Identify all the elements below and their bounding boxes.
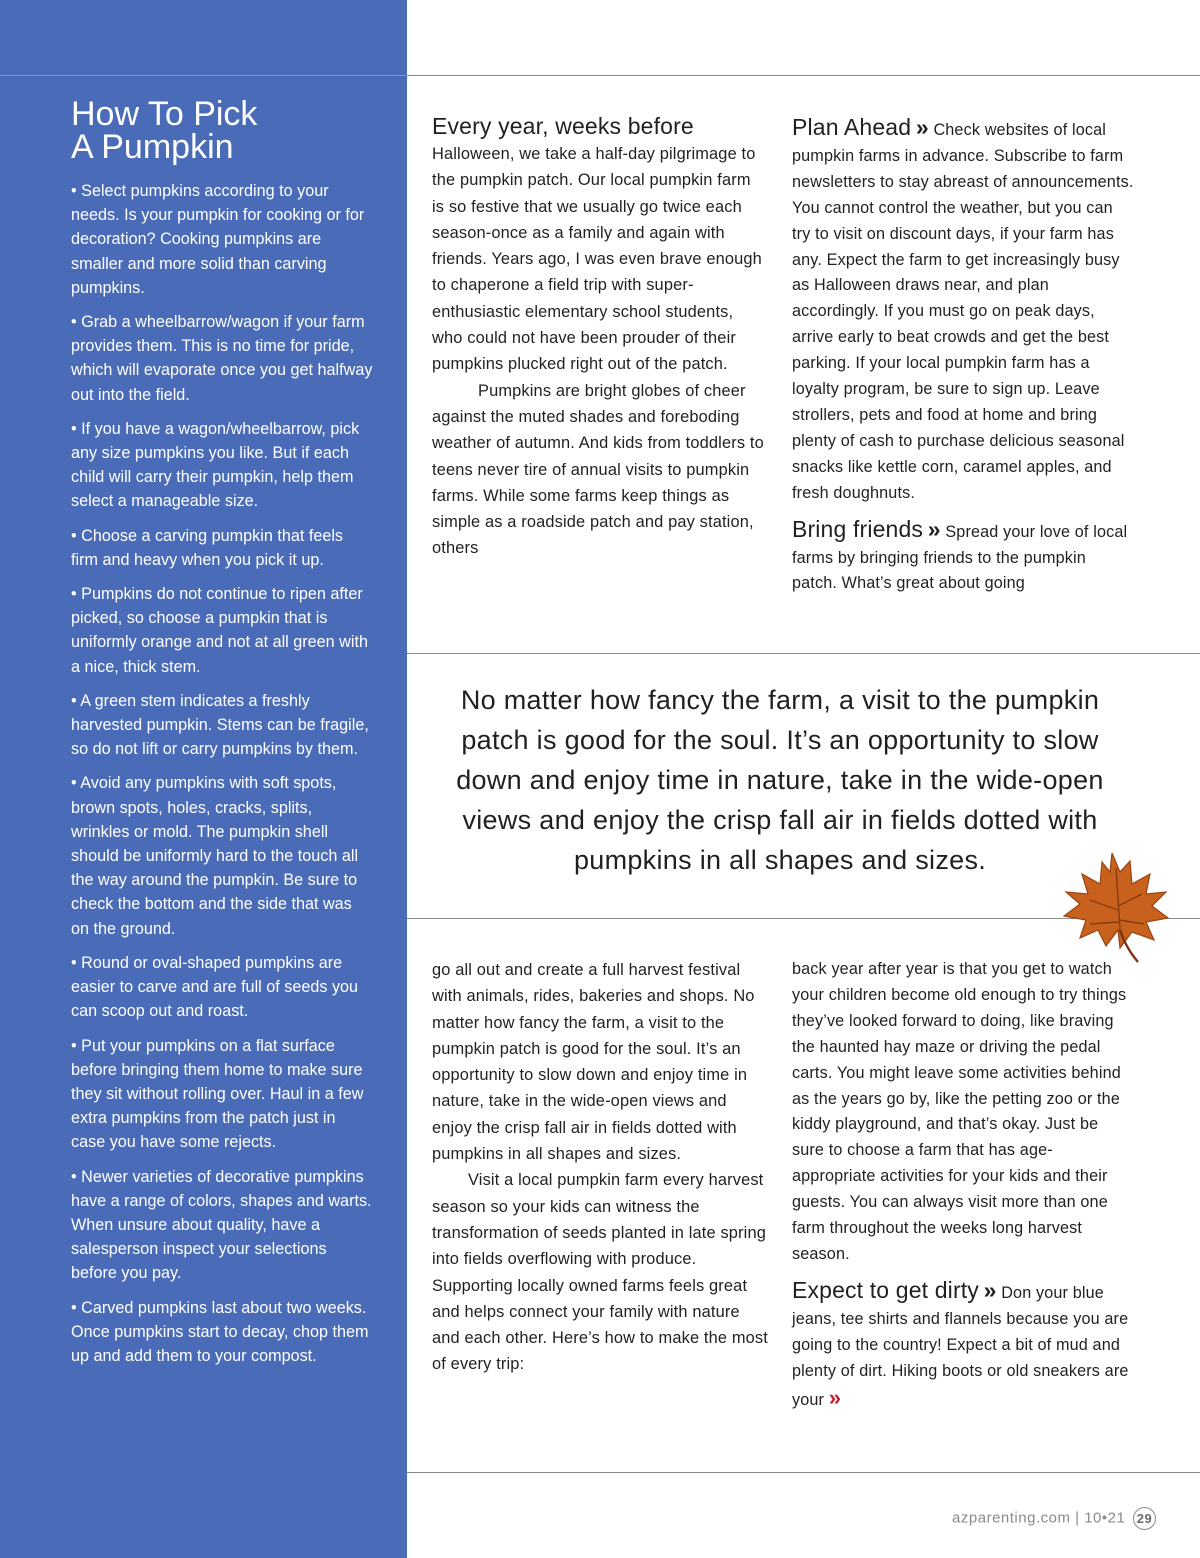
top-divider	[407, 75, 1200, 76]
section-arrow: »	[927, 515, 941, 542]
bring-friends-section	[792, 515, 1134, 598]
article-column-bottom-right	[792, 957, 1132, 1413]
plan-ahead-heading: Plan Ahead	[792, 114, 912, 140]
page-number-badge: 29	[1133, 1507, 1156, 1530]
maple-leaf-icon	[1060, 848, 1172, 966]
sidebar-panel	[0, 0, 407, 1558]
page-footer	[952, 1507, 1156, 1530]
tip-item: • Round or oval-shaped pumpkins are easier to carve and are full of seeds you can scoop out and roast.	[71, 953, 359, 1021]
sidebar-divider	[0, 75, 407, 76]
tip-item: • A green stem indicates a freshly harvested pumpkin. Stems can be fragile, so do not lift or carry pumpkins by them.	[71, 691, 369, 759]
footer-separator: |	[1075, 1509, 1080, 1527]
tip-item: • Select pumpkins according to your needs. Is your pumpkin for cooking or for decoration? Cooking pumpkins are smaller and more solid than carving pumpkins.	[71, 182, 365, 297]
expect-dirty-heading: Expect to get dirty	[792, 1276, 979, 1303]
tip-item: • Carved pumpkins last about two weeks. Once pumpkins start to decay, chop them up and add them to your compost.	[71, 1298, 369, 1365]
footer-issue: 10•21	[1084, 1509, 1126, 1527]
expect-dirty-text: Don your blue jeans, tee shirts and flannels because you are going to the country! Expect a bit of mud and plenty of dirt. Hiking boots or old sneakers are your	[792, 1283, 1129, 1409]
article-paragraph: back year after year is that you get to watch your children become old enough to try things they’ve looked forward to doing, like braving the haunted hay maze or driving the pedal carts. You might leave some activities behind as the years go by, like the petting zoo or the kiddy playground, and that’s okay. Just be sure to choose a farm that has age-appropriate activities for your kids and their guests. You can always visit more than one farm throughout the weeks long harvest season.	[792, 960, 1127, 1263]
tip-item: • If you have a wagon/wheelbarrow, pick any size pumpkins you like. But if each child will carry their pumpkin, help them select a manageable size.	[71, 419, 360, 511]
article-column-bottom-left	[432, 957, 768, 1378]
sidebar-title-line-2: A Pumpkin	[71, 128, 234, 166]
article-paragraph: Halloween, we take a half-day pilgrimage to the pumpkin patch. Our local pumpkin farm is so festive that we usually go twice each season-once as a family and again with friends. Years ago, I was even brave enough to chaperone a field trip with super-enthusiastic elementary school students, who could not have been prouder of their pumpkins plucked right out of the patch.	[432, 145, 762, 374]
sidebar-title	[71, 95, 391, 166]
bottom-divider	[407, 1472, 1200, 1473]
article-paragraph: Pumpkins are bright globes of cheer against the muted shades and foreboding weather of autumn. And kids from toddlers to teens never tire of annual visits to pumpkin farms. While some farms keep things as simple as a roadside patch and pay station, others	[432, 381, 764, 558]
plan-ahead-section	[792, 113, 1134, 507]
tip-item: • Choose a carving pumpkin that feels firm and heavy when you pick it up.	[71, 526, 344, 569]
plan-ahead-text: Check websites of local pumpkin farms in advance. Subscribe to farm newsletters to stay abreast of announcements. You cannot control the weather, but you can try to visit on discount days, if your farm has any. Expect the farm to get increasingly busy as Halloween draws near, and plan accordingly. If you must go on peak days, arrive early to beat crowds and get the best parking. If your local pumpkin farm has a loyalty program, be sure to sign up. Leave strollers, pets and food at home and bring plenty of cash to purchase delicious seasonal snacks like kettle corn, caramel apples, and fresh doughnuts.	[792, 121, 1134, 502]
article-paragraph: go all out and create a full harvest festival with animals, rides, bakeries and shops. No matter how fancy the farm, a visit to the pumpkin patch is good for the soul. It’s an opportunity to slow down and enjoy time in nature, take in the wide-open views and enjoy the crisp fall air in fields dotted with pumpkins in all shapes and sizes.	[432, 961, 755, 1164]
section-arrow: »	[915, 114, 929, 140]
article-lead: Every year, weeks before	[432, 113, 694, 139]
bring-friends-heading: Bring friends	[792, 515, 924, 542]
sidebar-title-line-1: How To Pick	[71, 95, 258, 133]
footer-site: azparenting.com	[952, 1509, 1071, 1527]
quote-top-divider	[407, 653, 1200, 654]
article-column-top-right	[792, 113, 1134, 597]
article-column-top-left	[432, 111, 764, 562]
section-arrow: »	[983, 1276, 997, 1303]
tip-item: • Put your pumpkins on a flat surface before bringing them home to make sure they sit without rolling over. Haul in a few extra pumpkins from the patch just in case you have some rejects.	[71, 1036, 364, 1152]
expect-dirty-section	[792, 1276, 1132, 1414]
article-paragraph: Visit a local pumpkin farm every harvest season so your kids can witness the transformation of seeds planted in late spring into fields overflowing with produce. Supporting locally owned farms feels great and helps connect your family with nature and each other. Here’s how to make the most of every trip:	[432, 1171, 768, 1374]
tips-list	[71, 179, 373, 1378]
bring-friends-text: Spread your love of local farms by bringing friends to the pumpkin patch. What’s great about going	[792, 522, 1128, 593]
tip-item: • Newer varieties of decorative pumpkins have a range of colors, shapes and warts. When unsure about quality, have a salesperson inspect your selections before you pay.	[71, 1167, 372, 1283]
continue-arrow-icon: »	[828, 1384, 842, 1410]
pull-quote: No matter how fancy the farm, a visit to the pumpkin patch is good for the soul. It’s an opportunity to slow down and enjoy time in nature, take in the wide-open views and enjoy the crisp fall air in fields dotted with pumpkins in all shapes and sizes.	[456, 685, 1104, 875]
tip-item: • Grab a wheelbarrow/wagon if your farm provides them. This is no time for pride, which will evaporate once you get halfway out into the field.	[71, 313, 373, 404]
tip-item: • Pumpkins do not continue to ripen after picked, so choose a pumpkin that is uniformly orange and not at all green with a nice, thick stem.	[71, 585, 368, 676]
tip-item: • Avoid any pumpkins with soft spots, brown spots, holes, cracks, splits, wrinkles or mold. The pumpkin shell should be uniformly hard to the touch all the way around the pumpkin. Be sure to check the bottom and the side that was on the ground.	[71, 774, 359, 938]
